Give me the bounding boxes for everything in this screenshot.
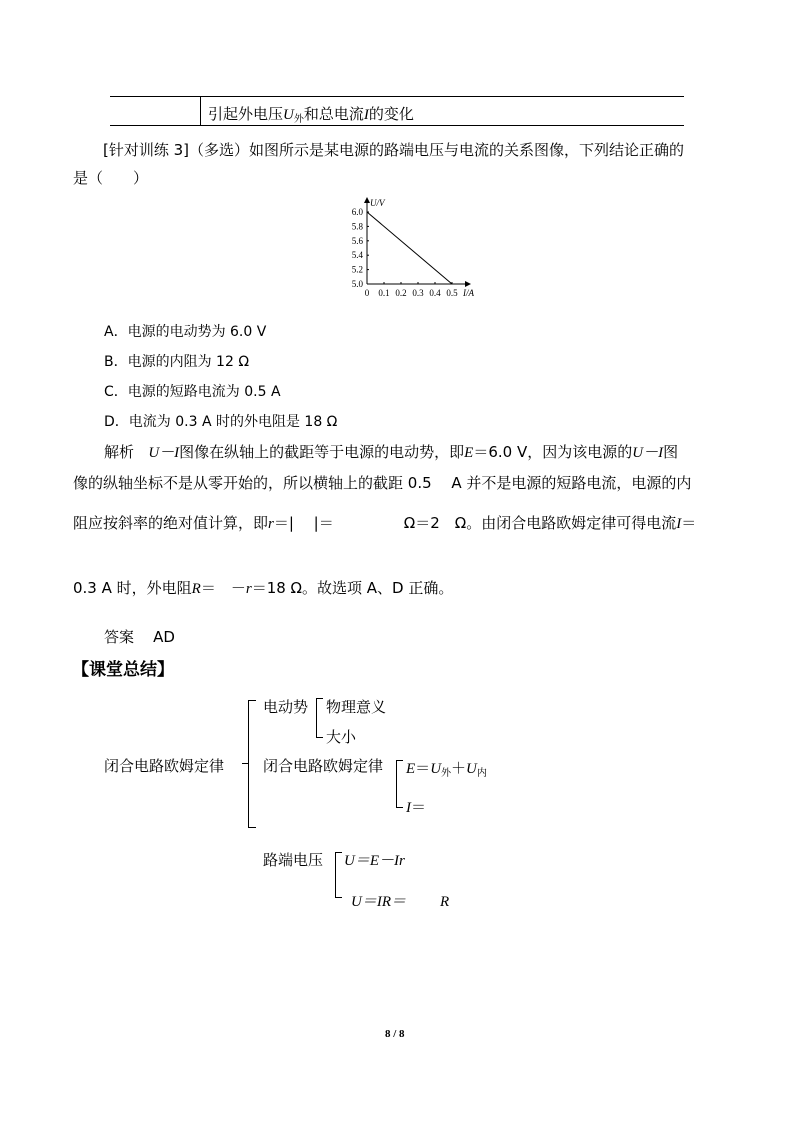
x-tick-label: 0.4 (429, 288, 441, 298)
y-tick-label: 5.0 (351, 279, 363, 289)
summary-terminal-formula-2: U＝IR＝ R (351, 894, 450, 910)
y-tick-label: 6.0 (351, 207, 363, 217)
summary-terminal-voltage: 路端电压 (263, 851, 324, 869)
question-line-2: 是（ ） (73, 169, 149, 187)
answer-line (104, 626, 175, 647)
x-axis-label: I/A (463, 288, 474, 298)
summary-law-brace (396, 760, 403, 808)
u-i-chart (340, 196, 480, 302)
table-bottom-rule (110, 125, 684, 126)
summary-emf: 电动势 (263, 698, 309, 716)
option-b[interactable]: B．电源的内阻为 12 Ω (104, 354, 250, 370)
analysis-label: 解析 (104, 443, 135, 461)
x-tick-label: 0 (364, 288, 370, 298)
option-d[interactable]: D．电流为 0.3 A 时的外电阻是 18 Ω (104, 414, 338, 430)
y-tick-label: 5.4 (351, 250, 363, 261)
summary-law-current-formula: I＝ (406, 798, 427, 816)
x-tick-label: 0.3 (412, 288, 424, 298)
y-axis-label: U/V (370, 198, 385, 208)
summary-terminal-brace (335, 852, 342, 898)
option-a[interactable]: A．电源的电动势为 6.0 V (104, 324, 267, 340)
summary-root-brace-tick (242, 763, 248, 764)
table-column-divider (200, 96, 201, 125)
analysis-line-1: 解析 U－I图像在纵轴上的截距等于电源的电动势，即E＝6.0 V，因为该电源的U－I图 (104, 443, 679, 461)
x-axis-arrow (465, 281, 471, 287)
summary-emf-meaning: 物理意义 (326, 698, 387, 716)
y-tick-label: 5.2 (351, 264, 363, 275)
page-number: 8 / 8 (385, 1028, 405, 1040)
summary-terminal-formula-1: U＝E－Ir (344, 853, 405, 869)
summary-emf-size: 大小 (326, 728, 357, 746)
y-tick-label: 5.6 (351, 235, 363, 246)
summary-law-emf-formula: $E=U_外+U_内$ (406, 759, 487, 779)
answer-label: 答案 (104, 628, 135, 646)
x-tick-label: 0.1 (378, 288, 390, 298)
analysis-line-2: 像的纵轴坐标不是从零开始的，所以横轴上的截距 0.5 A 并不是电源的短路电流，电源的内 (73, 474, 692, 492)
summary-emf-brace (316, 698, 323, 738)
x-tick-label: 0.5 (446, 288, 458, 298)
summary-root: 闭合电路欧姆定律 (104, 757, 225, 775)
u-i-line (367, 212, 452, 284)
y-tick-label: 5.8 (351, 221, 363, 232)
question-line-1: [针对训练 3]（多选）如图所示是某电源的路端电压与电流的关系图像，下列结论正确的 (103, 141, 685, 159)
option-c[interactable]: C．电源的短路电流为 0.5 A (104, 384, 281, 400)
summary-law: 闭合电路欧姆定律 (263, 757, 384, 775)
summary-root-brace (248, 700, 256, 828)
x-tick-label: 0.2 (395, 288, 407, 298)
summary-title: 【课堂总结】 (72, 660, 174, 680)
table-top-rule (110, 96, 684, 97)
analysis-line-3: 阻应按斜率的绝对值计算，即r＝| |＝ Ω＝2 Ω。由闭合电路欧姆定律可得电流I＝ (73, 514, 697, 532)
answer-value: AD (153, 628, 175, 646)
analysis-line-4: 0.3 A 时，外电阻R＝ －r＝18 Ω。故选项 A、D 正确。 (73, 579, 454, 597)
table-cell-text: 引起外电压$U_外$和总电流I的变化 (208, 105, 414, 125)
